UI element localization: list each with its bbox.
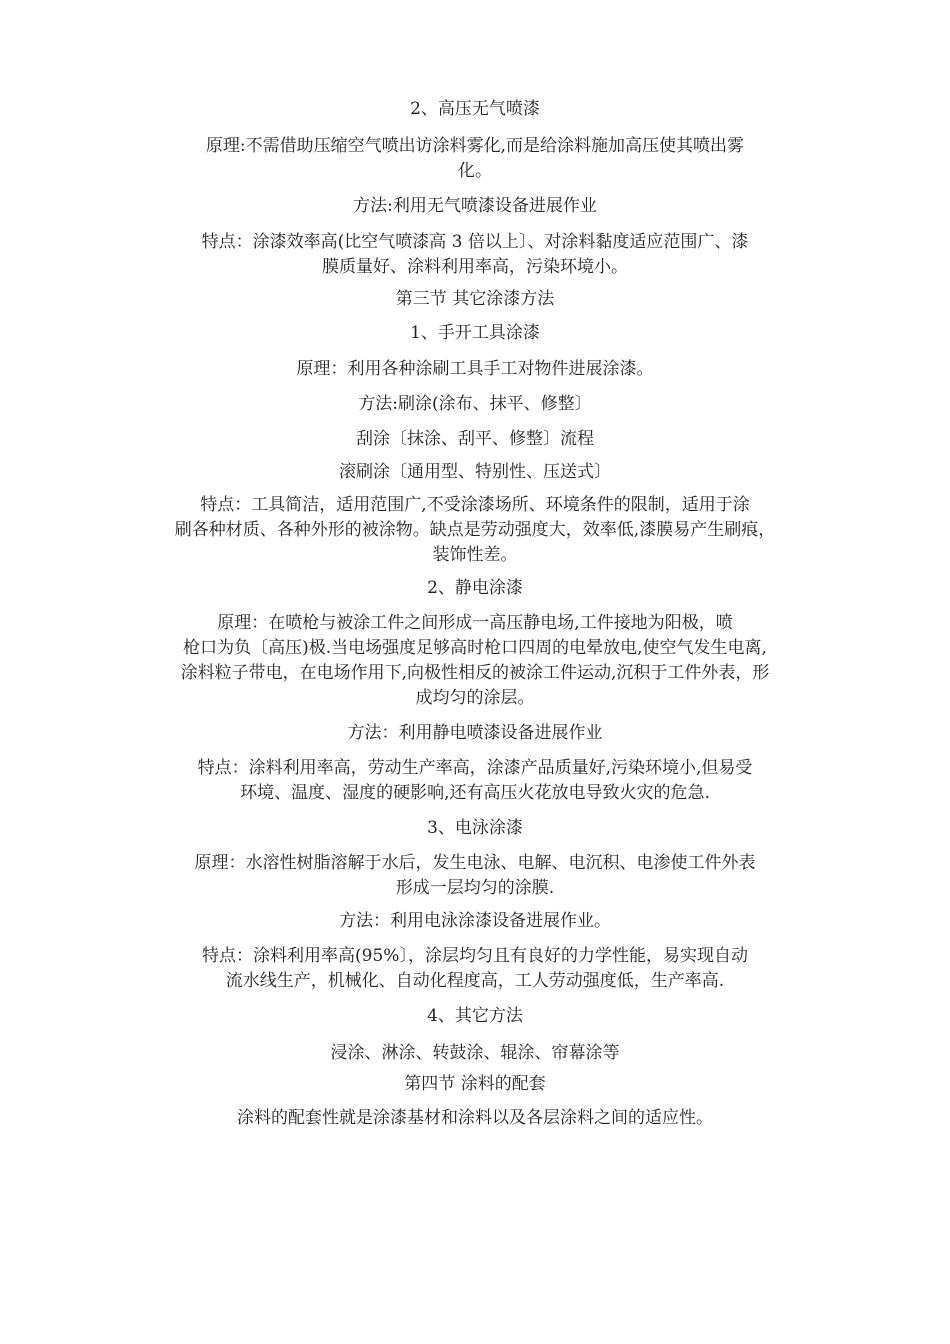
heading-manual-tools: 1、手开工具涂漆 xyxy=(410,323,540,343)
airless-feature-line-1: 特点：涂漆效率高(比空气喷漆高 3 倍以上〕、对涂料黏度适应范围广、漆 xyxy=(201,232,749,252)
manual-feature-line-1: 特点：工具简洁，适用范围广,不受涂漆场所、环境条件的限制，适用于涂 xyxy=(200,495,750,515)
electrostatic-feature-2: 环境、温度、湿度的硬影响,还有高压火花放电导致火灾的危急. xyxy=(240,783,710,803)
electrostatic-principle-3: 涂料粒子带电，在电场作用下,向极性相反的被涂工件运动,沉积于工件外表，形 xyxy=(180,663,770,683)
heading-electrostatic: 2、静电涂漆 xyxy=(427,578,523,598)
airless-feature-line-2: 膜质量好、涂料利用率高，污染环境小。 xyxy=(322,257,628,277)
section-three-title: 第三节 其它涂漆方法 xyxy=(395,289,555,309)
airless-principle-line-1: 原理:不需借助压缩空气喷出访涂料雾化,而是给涂料施加高压使其喷出雾 xyxy=(205,136,745,156)
section-four-title: 第四节 涂料的配套 xyxy=(404,1074,546,1094)
electrostatic-method: 方法：利用静电喷漆设备进展作业 xyxy=(347,723,603,743)
heading-electrophoresis: 3、电泳涂漆 xyxy=(427,818,523,838)
heading-airless-spray: 2、高压无气喷漆 xyxy=(410,99,540,119)
electrostatic-feature-1: 特点：涂料利用率高，劳动生产率高，涂漆产品质量好,污染环境小,但易受 xyxy=(197,758,753,778)
heading-other-methods: 4、其它方法 xyxy=(427,1006,523,1026)
coating-matching-summary: 涂料的配套性就是涂漆基材和涂料以及各层涂料之间的适应性。 xyxy=(237,1108,713,1128)
electrophoresis-feature-1: 特点：涂料利用率高(95%〕，涂层均匀且有良好的力学性能，易实现自动 xyxy=(202,946,748,966)
electrostatic-principle-4: 成均匀的涂层。 xyxy=(415,688,535,708)
airless-method: 方法:利用无气喷漆设备进展作业 xyxy=(353,196,597,216)
electrophoresis-method: 方法：利用电泳涂漆设备进展作业。 xyxy=(339,911,611,931)
electrostatic-principle-1: 原理：在喷枪与被涂工件之间形成一高压静电场,工件接地为阳极，喷 xyxy=(217,613,733,633)
manual-method-scrape: 刮涂〔抹涂、刮平、修整〕流程 xyxy=(356,429,594,449)
manual-feature-line-3: 装饰性差。 xyxy=(432,545,518,565)
manual-method-roll: 滚刷涂〔通用型、特别性、压送式〕 xyxy=(339,462,611,482)
electrophoresis-principle-2: 形成一层均匀的涂膜. xyxy=(395,878,555,898)
other-methods-list: 浸涂、淋涂、转鼓涂、辊涂、帘幕涂等 xyxy=(330,1043,620,1063)
electrostatic-principle-2: 枪口为负〔高压)极.当电场强度足够高时枪口四周的电晕放电,使空气发生电离, xyxy=(183,638,767,658)
airless-principle-line-2: 化。 xyxy=(458,161,492,181)
electrophoresis-principle-1: 原理：水溶性树脂溶解于水后，发生电泳、电解、电沉积、电渗使工件外表 xyxy=(194,853,756,873)
manual-principle: 原理：利用各种涂刷工具手工对物件进展涂漆。 xyxy=(296,359,654,379)
electrophoresis-feature-2: 流水线生产，机械化、自动化程度高，工人劳动强度低，生产率高. xyxy=(225,971,725,991)
manual-feature-line-2: 刷各种材质、各种外形的被涂物。缺点是劳动强度大，效率低,漆膜易产生刷痕， xyxy=(174,520,776,540)
manual-method-brush: 方法:刷涂(涂布、抹平、修整〕 xyxy=(358,394,592,414)
